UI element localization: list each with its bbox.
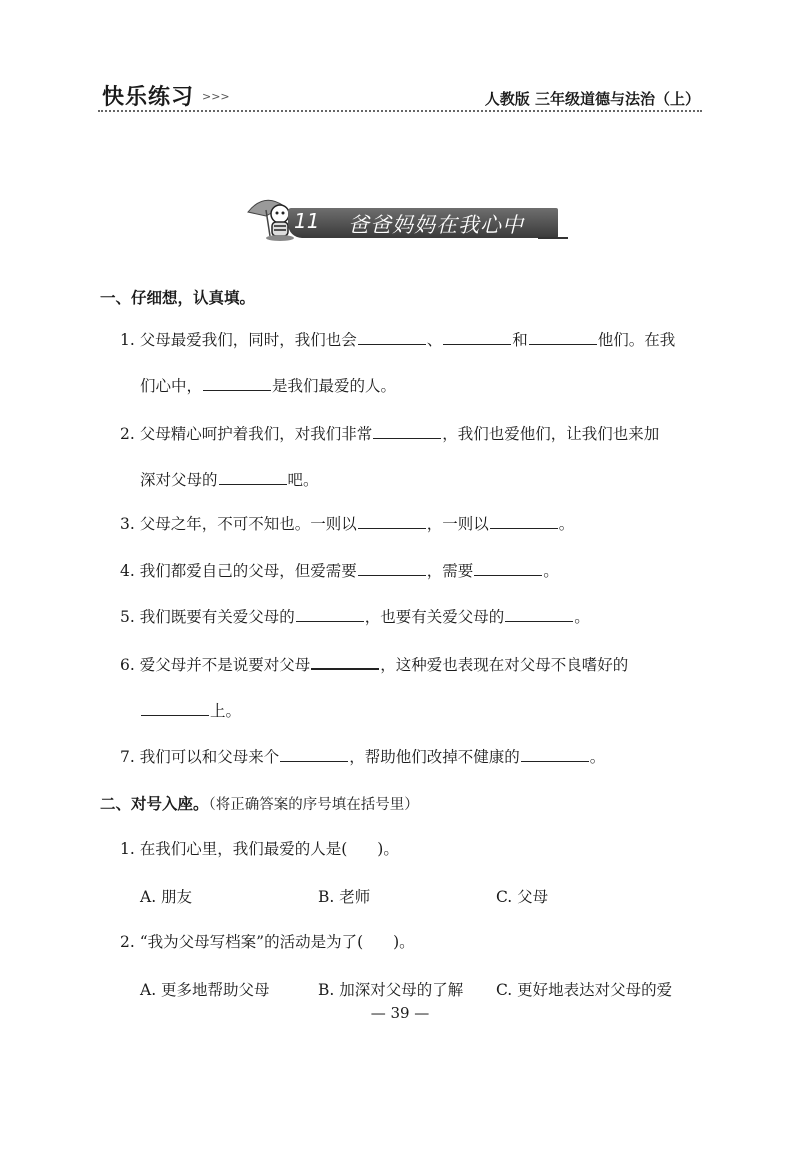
section-2-heading — [100, 792, 419, 814]
question-text: 。 — [574, 608, 590, 626]
question-text: 和 — [512, 331, 528, 349]
question-text: 深对父母的 — [140, 471, 218, 489]
question-1-line-1 — [120, 330, 675, 350]
answer-blank[interactable] — [358, 330, 426, 345]
section-1-heading: 一、仔细想，认真填。 — [100, 289, 256, 307]
question-text: )。 — [377, 840, 399, 858]
question-text: 吧。 — [287, 471, 319, 489]
answer-blank[interactable] — [358, 514, 426, 529]
section-2-note: （将正确答案的序号填在括号里） — [208, 797, 419, 813]
answer-blank[interactable] — [505, 607, 573, 622]
answer-blank[interactable] — [280, 747, 348, 762]
chevron-icon: >>> — [202, 90, 230, 103]
question-text: 们心中， — [140, 377, 203, 395]
answer-blank[interactable] — [311, 654, 379, 670]
question-text: 他们。在我 — [597, 331, 676, 349]
option-a[interactable]: A. 更多地帮助父母 — [140, 981, 270, 999]
answer-blank[interactable] — [521, 747, 589, 762]
question-text: 是我们最爱的人。 — [272, 377, 397, 395]
question-text: )。 — [393, 933, 415, 951]
question-text: 2. “我为父母写档案”的活动是为了( — [120, 933, 364, 951]
question-text: 4. 我们都爱自己的父母，但爱需要 — [120, 562, 357, 580]
question-1-line-2 — [140, 376, 396, 396]
question-text: ，也要有关爱父母的 — [364, 608, 505, 626]
title-underline — [538, 237, 568, 239]
lesson-banner — [244, 190, 574, 246]
question-text: ，一则以 — [426, 515, 489, 533]
question-text: ，需要 — [426, 562, 474, 580]
question-text: 1. 父母最爱我们，同时，我们也会 — [120, 331, 357, 349]
question-text: 。 — [589, 748, 606, 766]
choice-question-2 — [120, 932, 415, 952]
page-header — [98, 72, 702, 112]
question-text: ，我们也爱他们，让我们也来加 — [442, 425, 660, 443]
question-text: ，这种爱也表现在对父母不良嗜好的 — [380, 656, 629, 674]
header-divider — [98, 110, 702, 112]
answer-blank[interactable] — [443, 330, 511, 345]
option-c[interactable]: C. 父母 — [496, 888, 549, 906]
section-2-title: 二、对号入座。 — [100, 795, 209, 813]
question-text: ，帮助他们改掉不健康的 — [349, 748, 520, 766]
question-4 — [120, 561, 559, 581]
question-text: 7. 我们可以和父母来个 — [120, 748, 280, 766]
answer-blank[interactable] — [474, 561, 542, 576]
answer-blank[interactable] — [219, 470, 287, 485]
question-5 — [120, 607, 590, 627]
question-6-line-1 — [120, 654, 628, 675]
answer-blank[interactable] — [529, 330, 597, 345]
answer-blank[interactable] — [141, 701, 209, 716]
question-text: 5. 我们既要有关爱父母的 — [120, 608, 295, 626]
answer-blank[interactable] — [358, 561, 426, 576]
question-text: 上。 — [210, 702, 242, 720]
book-info: 人教版 三年级道德与法治（上） — [484, 90, 700, 108]
lesson-number: 11 — [294, 209, 320, 233]
question-2-line-2 — [140, 470, 319, 490]
option-a[interactable]: A. 朋友 — [140, 888, 193, 906]
option-b[interactable]: B. 加深对父母的了解 — [318, 981, 464, 999]
question-text: 。 — [543, 562, 559, 580]
question-7 — [120, 747, 605, 767]
question-6-line-2 — [140, 701, 241, 721]
brand-title: 快乐练习 — [102, 85, 195, 110]
lesson-title: 爸爸妈妈在我心中 — [348, 213, 524, 237]
option-c[interactable]: C. 更好地表达对父母的爱 — [496, 981, 673, 999]
question-2-line-1 — [120, 424, 659, 444]
answer-blank[interactable] — [373, 424, 441, 439]
answer-blank[interactable] — [203, 376, 271, 391]
choice-question-1 — [120, 839, 399, 859]
question-text: 3. 父母之年，不可不知也。一则以 — [120, 515, 357, 533]
question-text: 1. 在我们心里，我们最爱的人是( — [120, 840, 348, 858]
page-number: — 39 — — [370, 1004, 430, 1022]
option-b[interactable]: B. 老师 — [318, 888, 371, 906]
answer-blank[interactable] — [296, 607, 364, 622]
answer-blank[interactable] — [490, 514, 558, 529]
question-text: 6. 爱父母并不是说要对父母 — [120, 656, 311, 674]
question-text: 。 — [558, 515, 575, 533]
question-text: 、 — [426, 331, 443, 349]
question-text: 2. 父母精心呵护着我们，对我们非常 — [120, 425, 373, 443]
question-3 — [120, 514, 574, 534]
